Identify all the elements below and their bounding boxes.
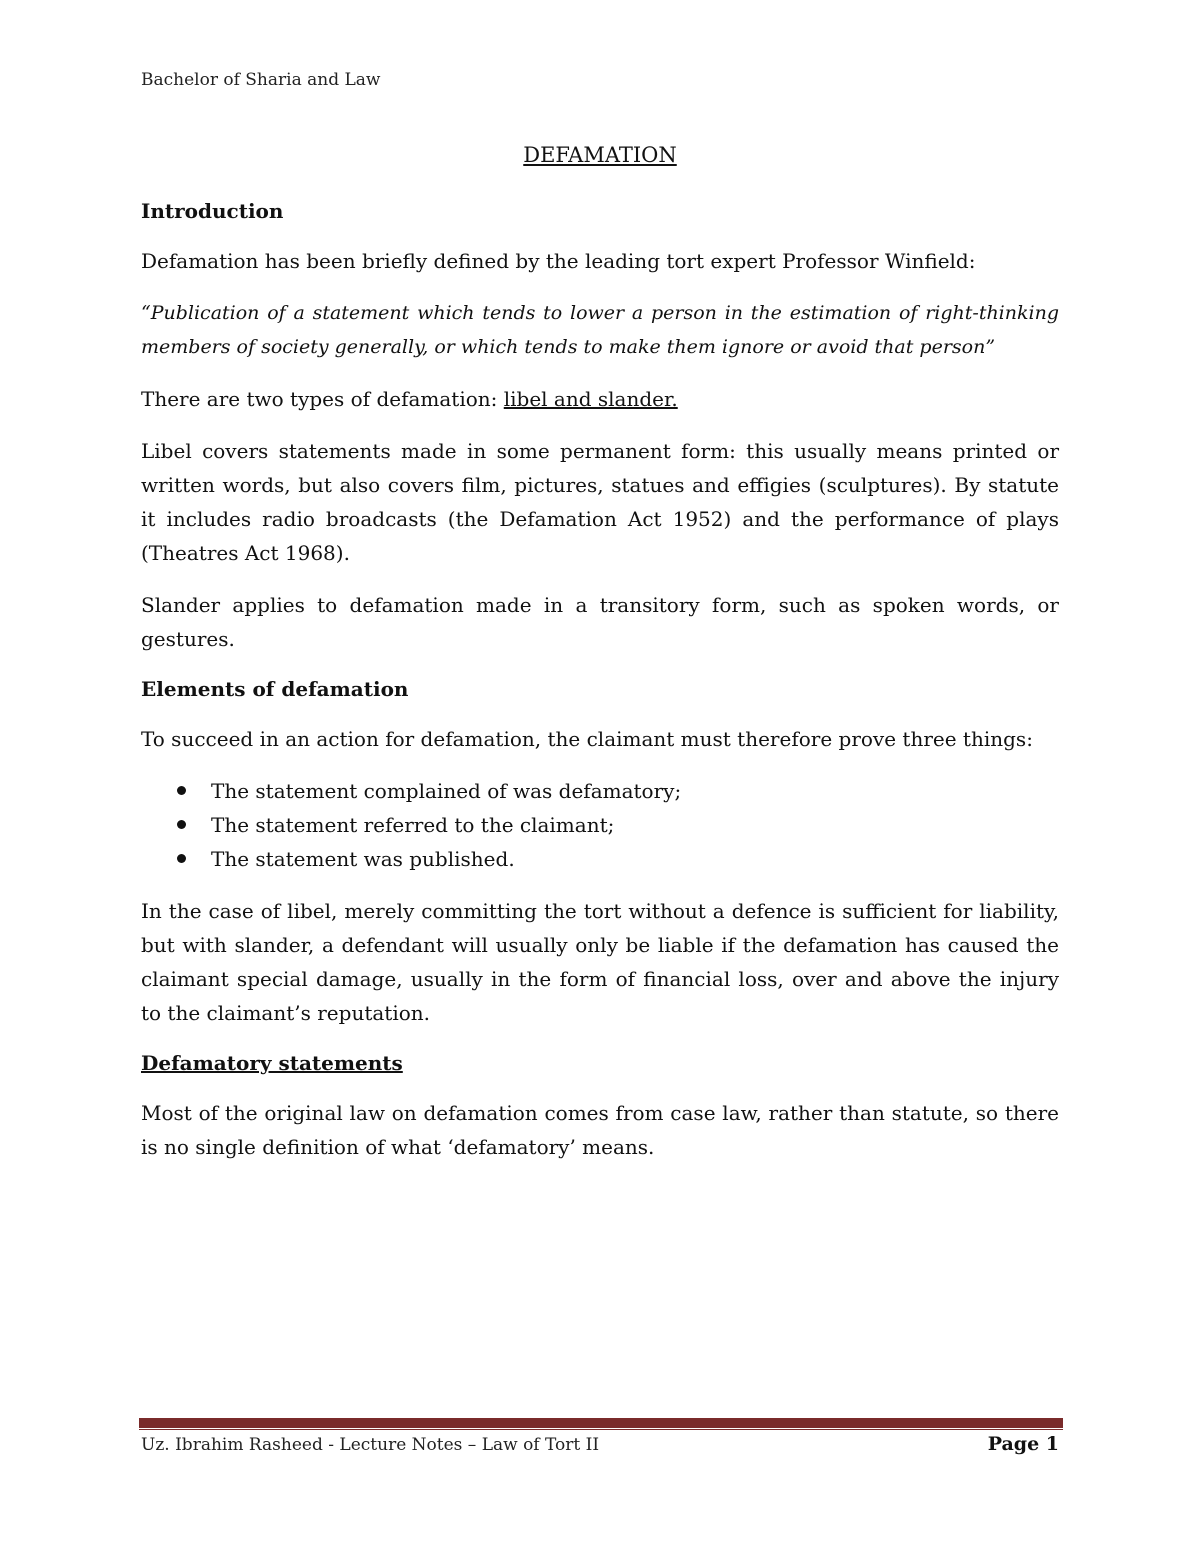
bullet-icon: [177, 820, 186, 829]
footer-author: Uz. Ibrahim Rasheed - Lecture Notes – Law of Tort II: [141, 1435, 600, 1455]
footer-rule: [139, 1418, 1063, 1428]
list-item: [211, 774, 1059, 808]
page-number: Page 1: [987, 1433, 1059, 1455]
list-item: [211, 808, 1059, 842]
list-item: [211, 842, 1059, 876]
winfield-quote: “Publication of a statement which tends to lower a person in the estimation of right-thinking members of society generally, or which tends to make them ignore or avoid that person”: [141, 302, 1059, 358]
bullet-icon: [177, 854, 186, 863]
intro-paragraph: Defamation has been briefly defined by the leading tort expert Professor Winfield:: [141, 249, 976, 273]
footer-rule-thin: [139, 1429, 1063, 1430]
page-header: Bachelor of Sharia and Law: [141, 70, 381, 90]
types-value: libel and slander.: [503, 387, 678, 411]
list-item-text: The statement was published.: [211, 847, 515, 871]
elements-intro-paragraph: To succeed in an action for defamation, the claimant must therefore prove three things:: [141, 727, 1033, 751]
section-heading-elements: Elements of defamation: [141, 677, 409, 701]
section-heading-defamatory-statements: Defamatory statements: [141, 1051, 403, 1075]
libel-paragraph: Libel covers statements made in some permanent form: this usually means printed or written words, but also covers film, pictures, statues and effigies (sculptures). By statute it includes radio broadcasts (the Defamation Act 1952) and the performance of plays (Theatres Act 1968).: [141, 439, 1059, 565]
bullet-icon: [177, 786, 186, 795]
types-lead: There are two types of defamation:: [141, 387, 504, 411]
section-heading-introduction: Introduction: [141, 199, 284, 223]
slander-paragraph: Slander applies to defamation made in a transitory form, such as spoken words, or gestures.: [141, 593, 1059, 651]
document-body: [141, 138, 1059, 1182]
liability-paragraph: In the case of libel, merely committing the tort without a defence is sufficient for liability, but with slander, a defendant will usually only be liable if the defamation has caused the claimant special damage, usually in the form of financial loss, over and above the injury to the claimant’s reputation.: [141, 899, 1059, 1025]
statements-paragraph: Most of the original law on defamation comes from case law, rather than statute, so there is no single definition of what ‘defamatory’ means.: [141, 1101, 1059, 1159]
document-title: DEFAMATION: [523, 143, 677, 167]
list-item-text: The statement complained of was defamatory;: [211, 779, 682, 803]
elements-list: [141, 774, 1059, 876]
list-item-text: The statement referred to the claimant;: [211, 813, 615, 837]
types-paragraph: [141, 382, 1059, 416]
